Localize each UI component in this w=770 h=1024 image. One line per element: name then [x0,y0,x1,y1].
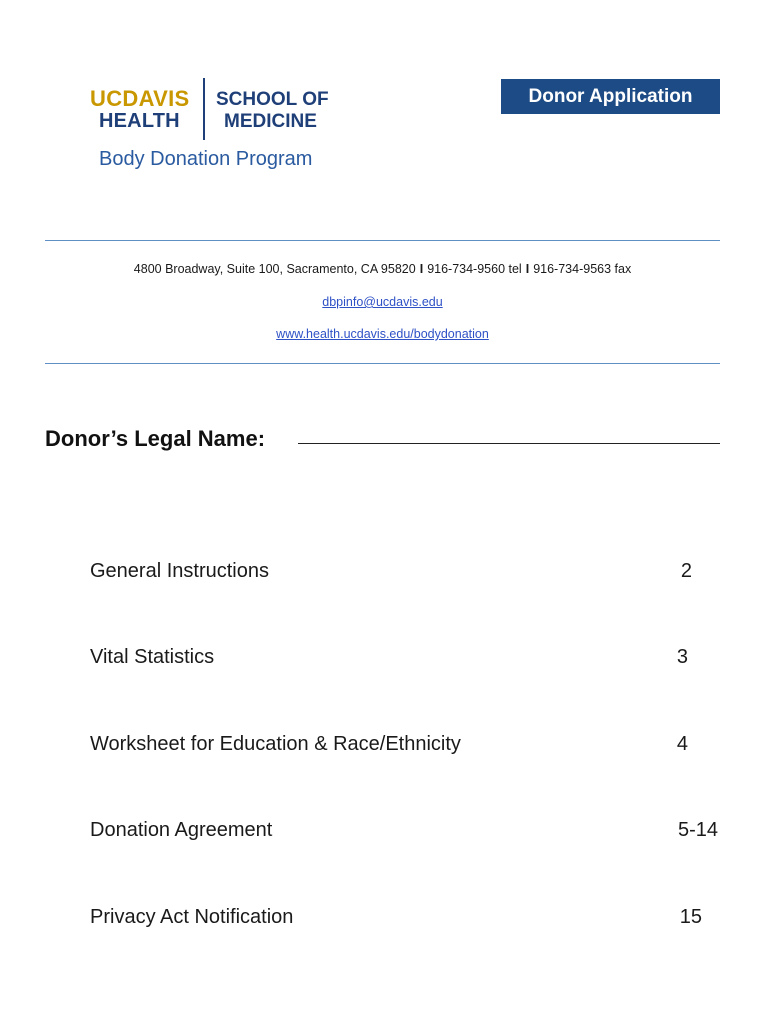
logo-davis-text: DAVIS [122,86,190,111]
separator: I [525,262,530,276]
toc-item-title: Worksheet for Education & Race/Ethnicity [90,733,461,755]
toc-item-page: 3 [676,646,688,668]
separator: I [419,262,424,276]
legal-name-field[interactable] [298,443,720,444]
fax-text: 916-734-9563 fax [533,262,632,276]
top-divider [45,240,720,241]
logo-divider [203,78,205,140]
toc-item-worksheet[interactable] [90,733,720,763]
address-text: 4800 Broadway, Suite 100, Sacramento, CA 95820 [133,262,416,276]
email-link[interactable]: dbpinfo@ucdavis.edu [322,295,443,309]
logo-program-name: Body Donation Program [99,148,313,170]
website-link[interactable]: www.health.ucdavis.edu/bodydonation [276,327,489,341]
legal-name-label: Donor’s Legal Name: [45,426,266,451]
toc-item-privacy-act[interactable] [90,906,720,936]
toc-item-title: Privacy Act Notification [90,906,294,928]
toc-item-vital-statistics[interactable] [90,646,720,676]
telephone-text: 916-734-9560 tel [427,262,522,276]
toc-item-donation-agreement[interactable] [90,819,720,849]
toc-item-title: Vital Statistics [90,646,215,668]
logo-uc-text: UC [90,86,123,111]
logo-medicine-text: MEDICINE [224,111,317,132]
logo-ucdavis-wordmark [90,88,190,110]
toc-item-page: 4 [676,733,688,755]
toc-item-title: Donation Agreement [90,819,273,841]
toc-item-title: General Instructions [90,560,269,582]
toc-item-page: 5-14 [677,819,718,841]
donor-application-badge: Donor Application [501,79,720,114]
contact-address-line [45,262,720,276]
bottom-divider [45,363,720,364]
logo-school-of-text: SCHOOL OF [216,89,329,110]
toc-item-general-instructions[interactable] [90,560,720,590]
toc-item-page: 2 [680,560,692,582]
ucdavis-health-logo [90,78,340,178]
toc-item-page: 15 [679,906,702,928]
logo-health-text: HEALTH [99,110,180,132]
